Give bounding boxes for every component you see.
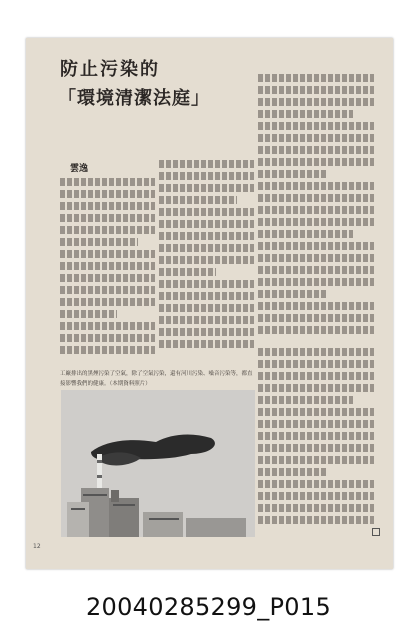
body-text-right-top xyxy=(258,74,374,346)
photo-caption: 工廠排出的黑煙污染了空氣，除了空氣污染，還有河川污染、噪音污染等，都直接影響我們的健康。（本期資料照片） xyxy=(60,371,253,387)
scanned-page xyxy=(26,38,393,569)
article-title-line-1: 防止污染的 xyxy=(60,59,160,80)
factory-smoke-photo xyxy=(61,390,255,537)
article-title-line-2: 「環境清潔法庭」 xyxy=(58,88,210,109)
body-text-middle xyxy=(159,160,254,358)
file-id-label: 20040285299_P015 xyxy=(85,593,332,621)
page-number: 12 xyxy=(33,543,41,550)
author-name: 雲逸 xyxy=(70,164,89,174)
body-text-left xyxy=(60,178,155,358)
article-end-mark xyxy=(372,528,380,536)
body-text-right-bottom xyxy=(258,348,374,534)
